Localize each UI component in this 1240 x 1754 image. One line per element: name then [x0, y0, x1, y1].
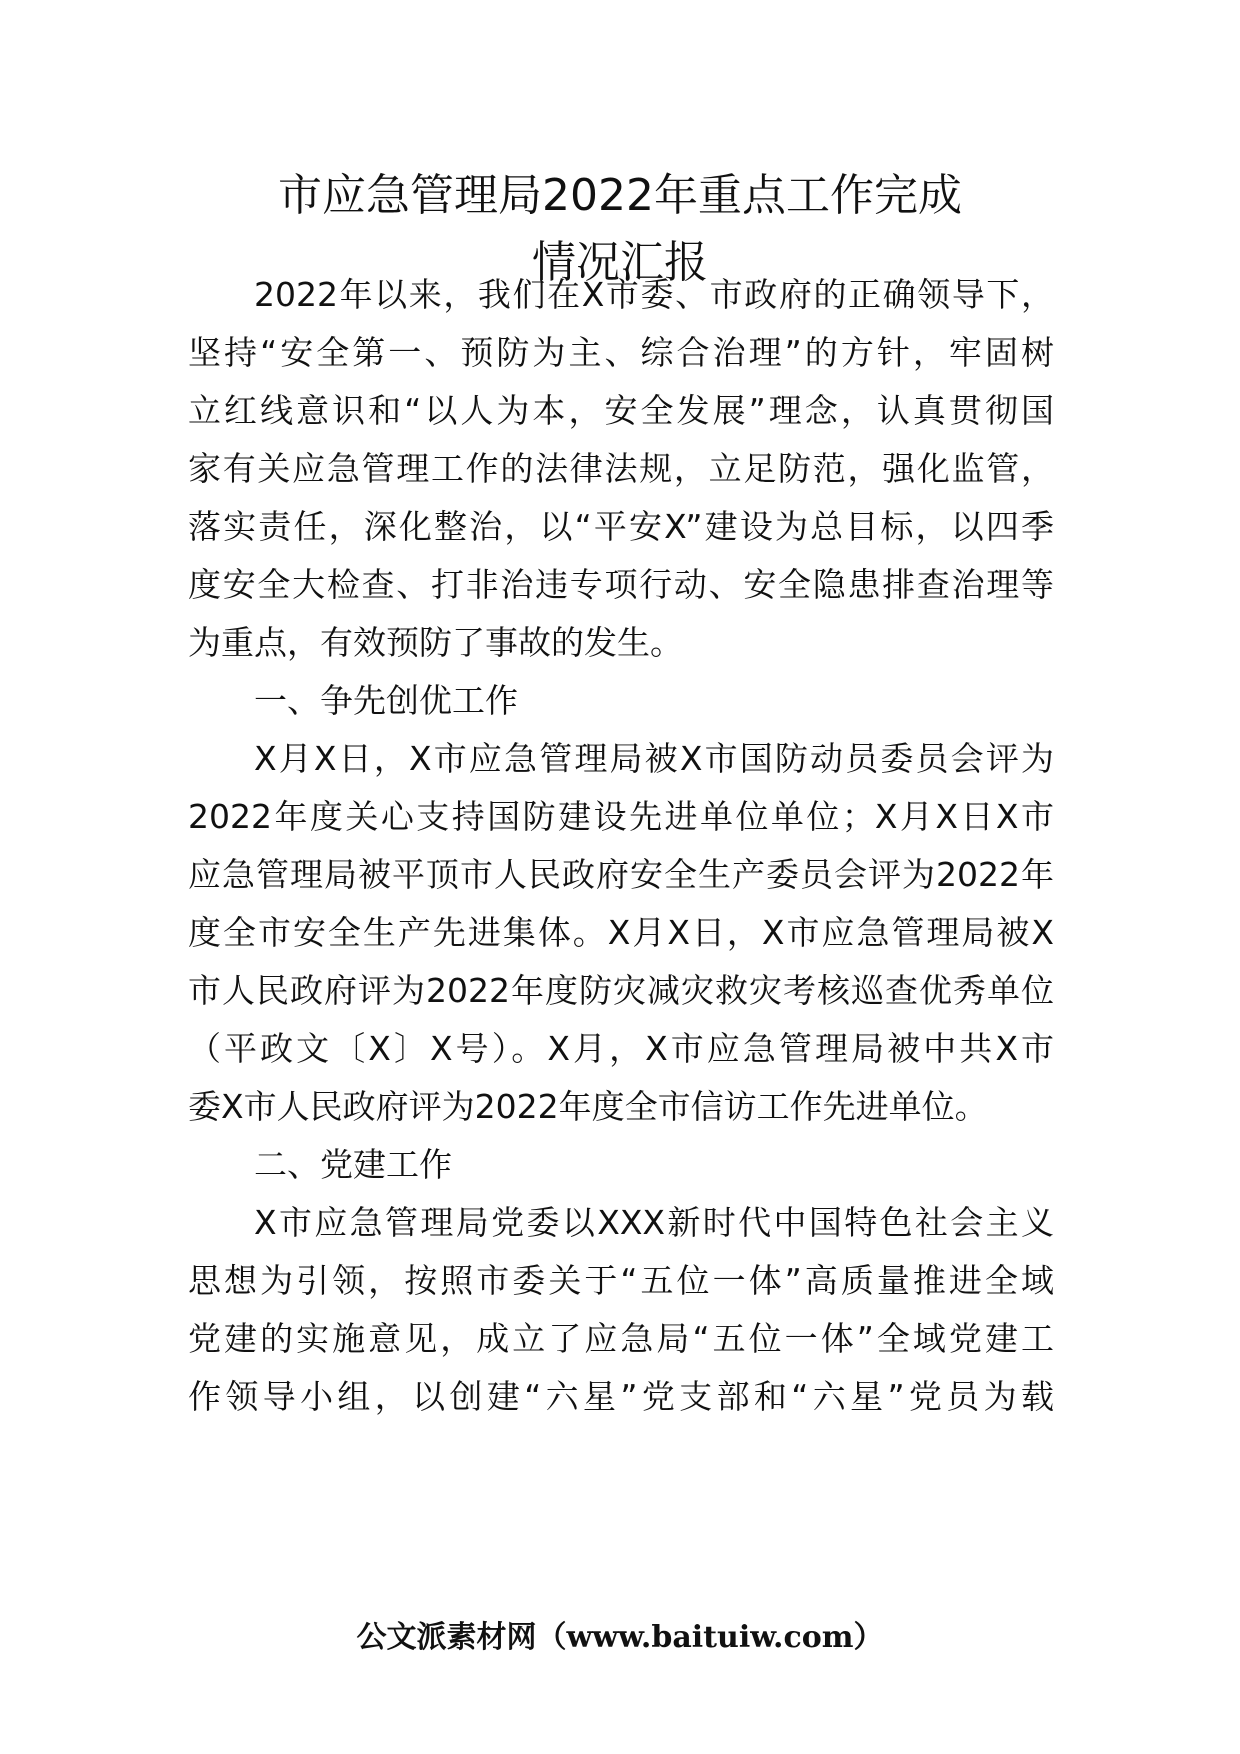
text-line: 作领导小组，以创建“六星”党支部和“六星”党员为载	[188, 1377, 1054, 1416]
text-line: （平政文〔X〕X号）。X月，X市应急管理局被中共X市	[188, 1029, 1054, 1068]
section-heading: 二、党建工作	[254, 1145, 452, 1184]
text-line: 家有关应急管理工作的法律法规，立足防范，强化监管，	[188, 449, 1054, 488]
text-line: 2022年以来，我们在X市委、市政府的正确领导下，	[254, 275, 1054, 314]
text-line: 委X市人民政府评为2022年度全市信访工作先进单位。	[188, 1087, 988, 1126]
text-line: 度安全大检查、打非治违专项行动、安全隐患排查治理等	[188, 565, 1054, 604]
text-line: 坚持“安全第一、预防为主、综合治理”的方针，牢固树	[188, 333, 1054, 372]
text-line: X月X日，X市应急管理局被X市国防动员委员会评为	[254, 739, 1054, 778]
text-line: 2022年度关心支持国防建设先进单位单位；X月X日X市	[188, 797, 1054, 836]
text-line: 党建的实施意见，成立了应急局“五位一体”全域党建工	[188, 1319, 1054, 1358]
text-line: 度全市安全生产先进集体。X月X日，X市应急管理局被X	[188, 913, 1054, 952]
text-line: 思想为引领，按照市委关于“五位一体”高质量推进全域	[188, 1261, 1054, 1300]
text-line: 为重点，有效预防了事故的发生。	[188, 623, 683, 662]
source-footer: 公文派素材网（www.baituiw.com）	[356, 1620, 884, 1655]
text-line: 立红线意识和“以人为本，安全发展”理念，认真贯彻国	[188, 391, 1054, 430]
document-title-line-1: 市应急管理局2022年重点工作完成	[278, 170, 962, 221]
text-line: 市人民政府评为2022年度防灾减灾救灾考核巡查优秀单位	[188, 971, 1054, 1010]
text-line: 落实责任，深化整治，以“平安X”建设为总目标，以四季	[188, 507, 1054, 546]
text-line: 应急管理局被平顶市人民政府安全生产委员会评为2022年	[188, 855, 1054, 894]
section-heading: 一、争先创优工作	[254, 681, 518, 720]
text-line: X市应急管理局党委以XXX新时代中国特色社会主义	[254, 1203, 1054, 1242]
document-title-line-2: 情况汇报	[532, 237, 708, 288]
